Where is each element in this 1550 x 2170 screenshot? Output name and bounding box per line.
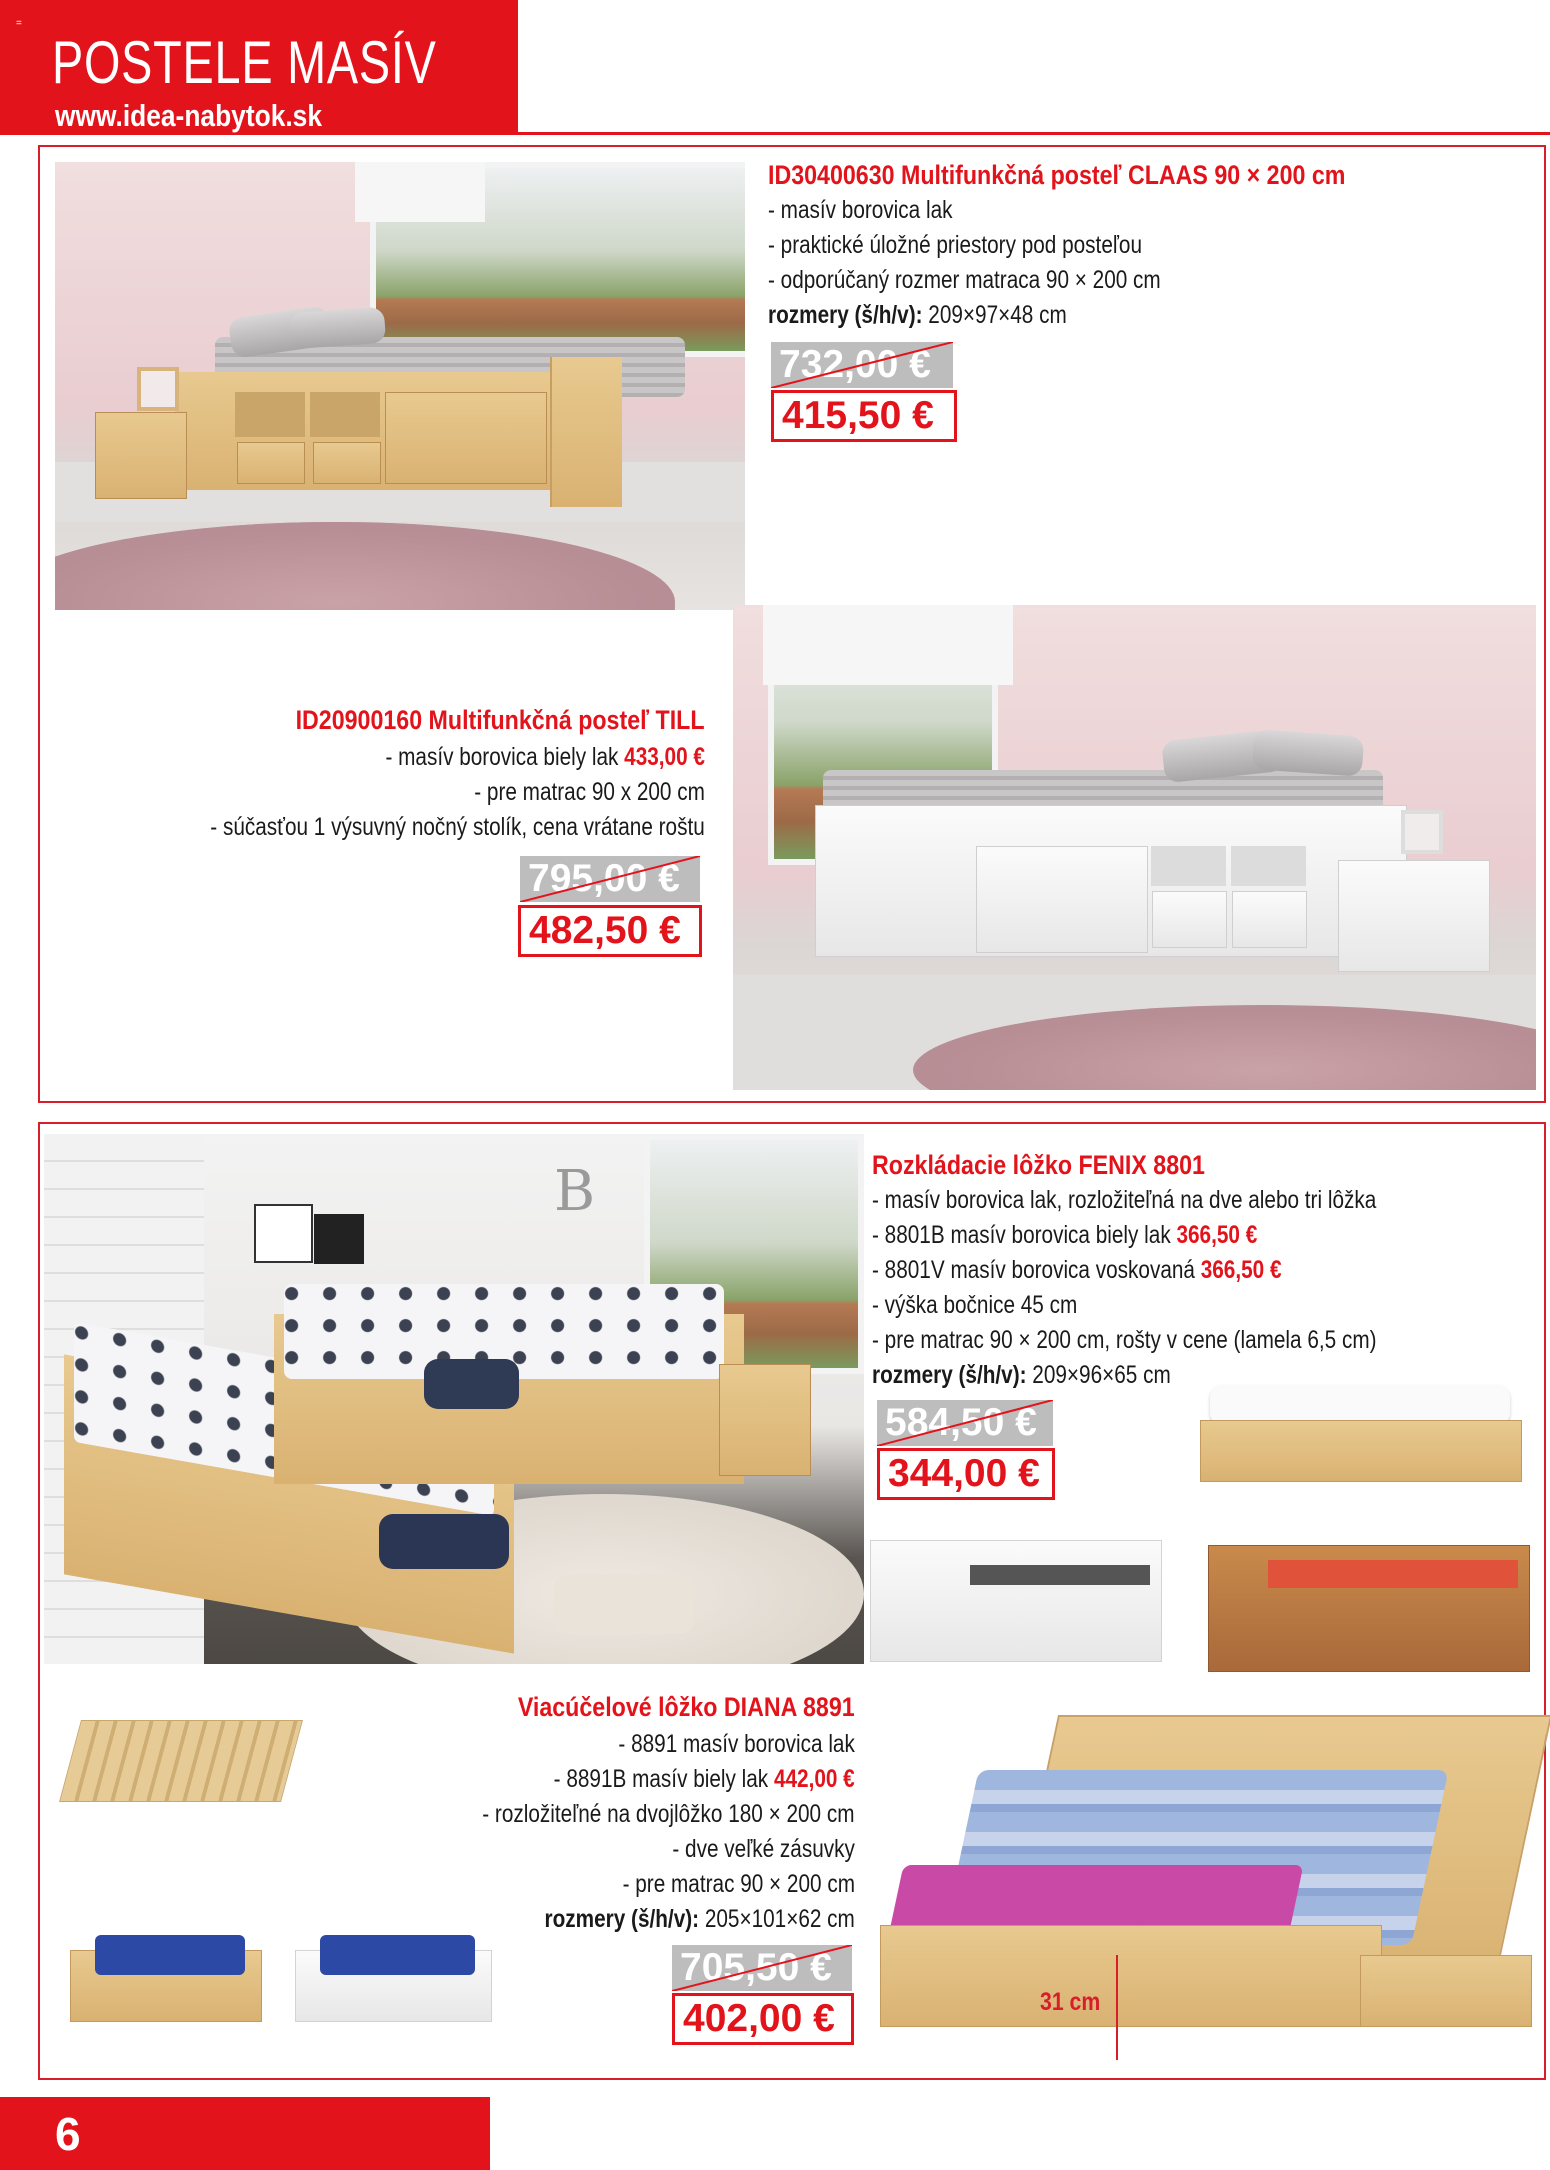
product-line: - výška bočnice 45 cm — [872, 1291, 1078, 1319]
strikethrough — [771, 342, 953, 388]
product-line: - praktické úložné priestory pod posteľou — [768, 231, 1142, 259]
product-line — [872, 1218, 1257, 1253]
blue-bedding — [320, 1935, 475, 1975]
drawer — [237, 442, 305, 484]
dims-label: rozmery (š/h/v): — [544, 1905, 700, 1933]
new-price: 402,00 € — [672, 1993, 854, 2045]
product-title-claas: ID30400630 Multifunkčná posteľ CLAAS 90 × 200 cm — [768, 160, 1346, 190]
page-title: POSTELE MASÍV — [52, 29, 437, 96]
drawer — [313, 442, 381, 484]
diana-frame-photo — [70, 1700, 300, 1810]
product-line — [872, 1253, 1282, 1288]
dims-value: 209×97×48 cm — [928, 301, 1067, 329]
new-price: 415,50 € — [771, 390, 957, 442]
claas-bed-photo — [55, 162, 745, 610]
photo-frame — [1401, 810, 1443, 854]
drawer — [1152, 891, 1227, 948]
dims-value: 209×96×65 cm — [1032, 1361, 1171, 1389]
wall-decor-letter: B — [554, 1159, 596, 1224]
header-rule — [518, 132, 1550, 135]
dims-label: rozmery (š/h/v): — [768, 301, 923, 329]
old-price — [877, 1400, 1053, 1446]
slatted-frame — [59, 1720, 303, 1802]
storage-cubby — [1231, 846, 1306, 886]
line-text: - 8801B masív borovica biely lak — [872, 1221, 1171, 1249]
old-price — [520, 856, 700, 902]
till-bed-photo — [733, 605, 1536, 1090]
product-dimensions — [768, 298, 1067, 333]
strikethrough — [520, 856, 700, 902]
diana-white-photo — [295, 1925, 495, 2025]
diana-bed-photo — [880, 1715, 1540, 2060]
bed-side — [1360, 1955, 1532, 2027]
variant-price: 442,00 € — [774, 1765, 855, 1793]
wall-art — [254, 1204, 313, 1263]
fenix-waxed-variant-photo — [1208, 1525, 1538, 1675]
product-line — [554, 1762, 855, 1797]
nightstand — [719, 1364, 811, 1476]
product-title-fenix: Rozkládacie lôžko FENIX 8801 — [872, 1150, 1205, 1180]
mattress-edge — [970, 1565, 1150, 1585]
line-text: - 8891B masív biely lak — [553, 1765, 769, 1793]
old-price-value: 795,00 € — [528, 857, 680, 900]
trundle-drawer — [880, 1925, 1382, 2027]
bed-footboard — [550, 357, 622, 507]
product-line: - rozložiteľné na dvojlôžko 180 × 200 cm — [482, 1800, 855, 1828]
product-line: - pre matrac 90 × 200 cm, rošty v cene (lamela 6,5 cm) — [872, 1326, 1377, 1354]
bed-frame — [1200, 1420, 1522, 1482]
product-dimensions — [545, 1902, 855, 1937]
bed-frame — [815, 805, 1407, 957]
drawer-large — [385, 392, 547, 484]
window-blind — [763, 605, 1013, 685]
bed-frame — [870, 1540, 1162, 1662]
product-line — [386, 740, 705, 775]
page-number-bar — [0, 2097, 490, 2170]
nightstand — [1338, 860, 1490, 972]
product-line: - masív borovica lak — [768, 196, 953, 224]
storage-cubby — [310, 392, 380, 437]
photo-frame — [137, 367, 179, 411]
variant-price: 366,50 € — [1200, 1256, 1282, 1284]
pillow — [289, 307, 386, 350]
navy-pillow — [424, 1359, 519, 1409]
new-price: 482,50 € — [518, 905, 702, 957]
product-line: - pre matrac 90 x 200 cm — [474, 778, 705, 806]
page-number: 6 — [55, 2108, 81, 2160]
fenix-white-variant-photo — [860, 1540, 1170, 1665]
drawer-large — [976, 846, 1148, 953]
diana-pine-photo — [70, 1925, 265, 2025]
strikethrough — [672, 1945, 852, 1991]
storage-cubby — [1151, 846, 1226, 886]
new-price: 344,00 € — [877, 1448, 1055, 1500]
variant-price: 366,50 € — [1176, 1221, 1258, 1249]
drawer — [1232, 891, 1307, 948]
navy-pillow — [379, 1514, 509, 1569]
website-link[interactable]: www.idea-nabytok.sk — [55, 98, 322, 133]
height-label: 31 cm — [1040, 1988, 1101, 2016]
fenix-pine-variant-photo — [1200, 1370, 1530, 1490]
old-price-value: 732,00 € — [779, 343, 931, 386]
product-line: - súčasťou 1 výsuvný nočný stolík, cena vrátane roštu — [210, 813, 705, 841]
window-blind — [355, 162, 485, 222]
old-price-value: 584,50 € — [885, 1401, 1037, 1444]
red-mattress — [1268, 1560, 1518, 1588]
floor-pillow — [554, 1574, 694, 1634]
product-line: - odporúčaný rozmer matraca 90 × 200 cm — [768, 266, 1161, 294]
variant-price: 433,00 € — [624, 743, 705, 771]
product-line: - masív borovica lak, rozložiteľná na dve alebo tri lôžka — [872, 1186, 1377, 1214]
bed-frame — [175, 372, 555, 490]
product-title-diana: Viacúčelové lôžko DIANA 8891 — [518, 1692, 855, 1722]
dims-value: 205×101×62 cm — [705, 1905, 855, 1933]
mattress — [1210, 1385, 1510, 1425]
dims-label: rozmery (š/h/v): — [872, 1361, 1027, 1389]
line-text: - 8801V masív borovica voskovaná — [872, 1256, 1195, 1284]
nightstand — [95, 412, 187, 499]
wall-art — [314, 1214, 364, 1264]
fenix-room-photo — [44, 1134, 864, 1664]
product-line: - 8891 masív borovica lak — [618, 1730, 855, 1758]
pillow — [1252, 729, 1365, 777]
old-price — [672, 1945, 852, 1991]
product-title-till: ID20900160 Multifunkčná posteľ TILL — [296, 705, 705, 735]
blue-bedding — [95, 1935, 245, 1975]
product-line: - pre matrac 90 × 200 cm — [622, 1870, 855, 1898]
header-mark: = — [16, 18, 22, 29]
line-text: - masív borovica biely lak — [385, 743, 619, 771]
strikethrough — [877, 1400, 1053, 1446]
product-dimensions — [872, 1358, 1171, 1393]
rug-front — [55, 522, 675, 610]
old-price-value: 705,50 € — [680, 1946, 832, 1989]
storage-cubby — [235, 392, 305, 437]
product-line: - dve veľké zásuvky — [672, 1835, 855, 1863]
old-price — [771, 342, 953, 388]
height-indicator-line — [1116, 1955, 1118, 2060]
